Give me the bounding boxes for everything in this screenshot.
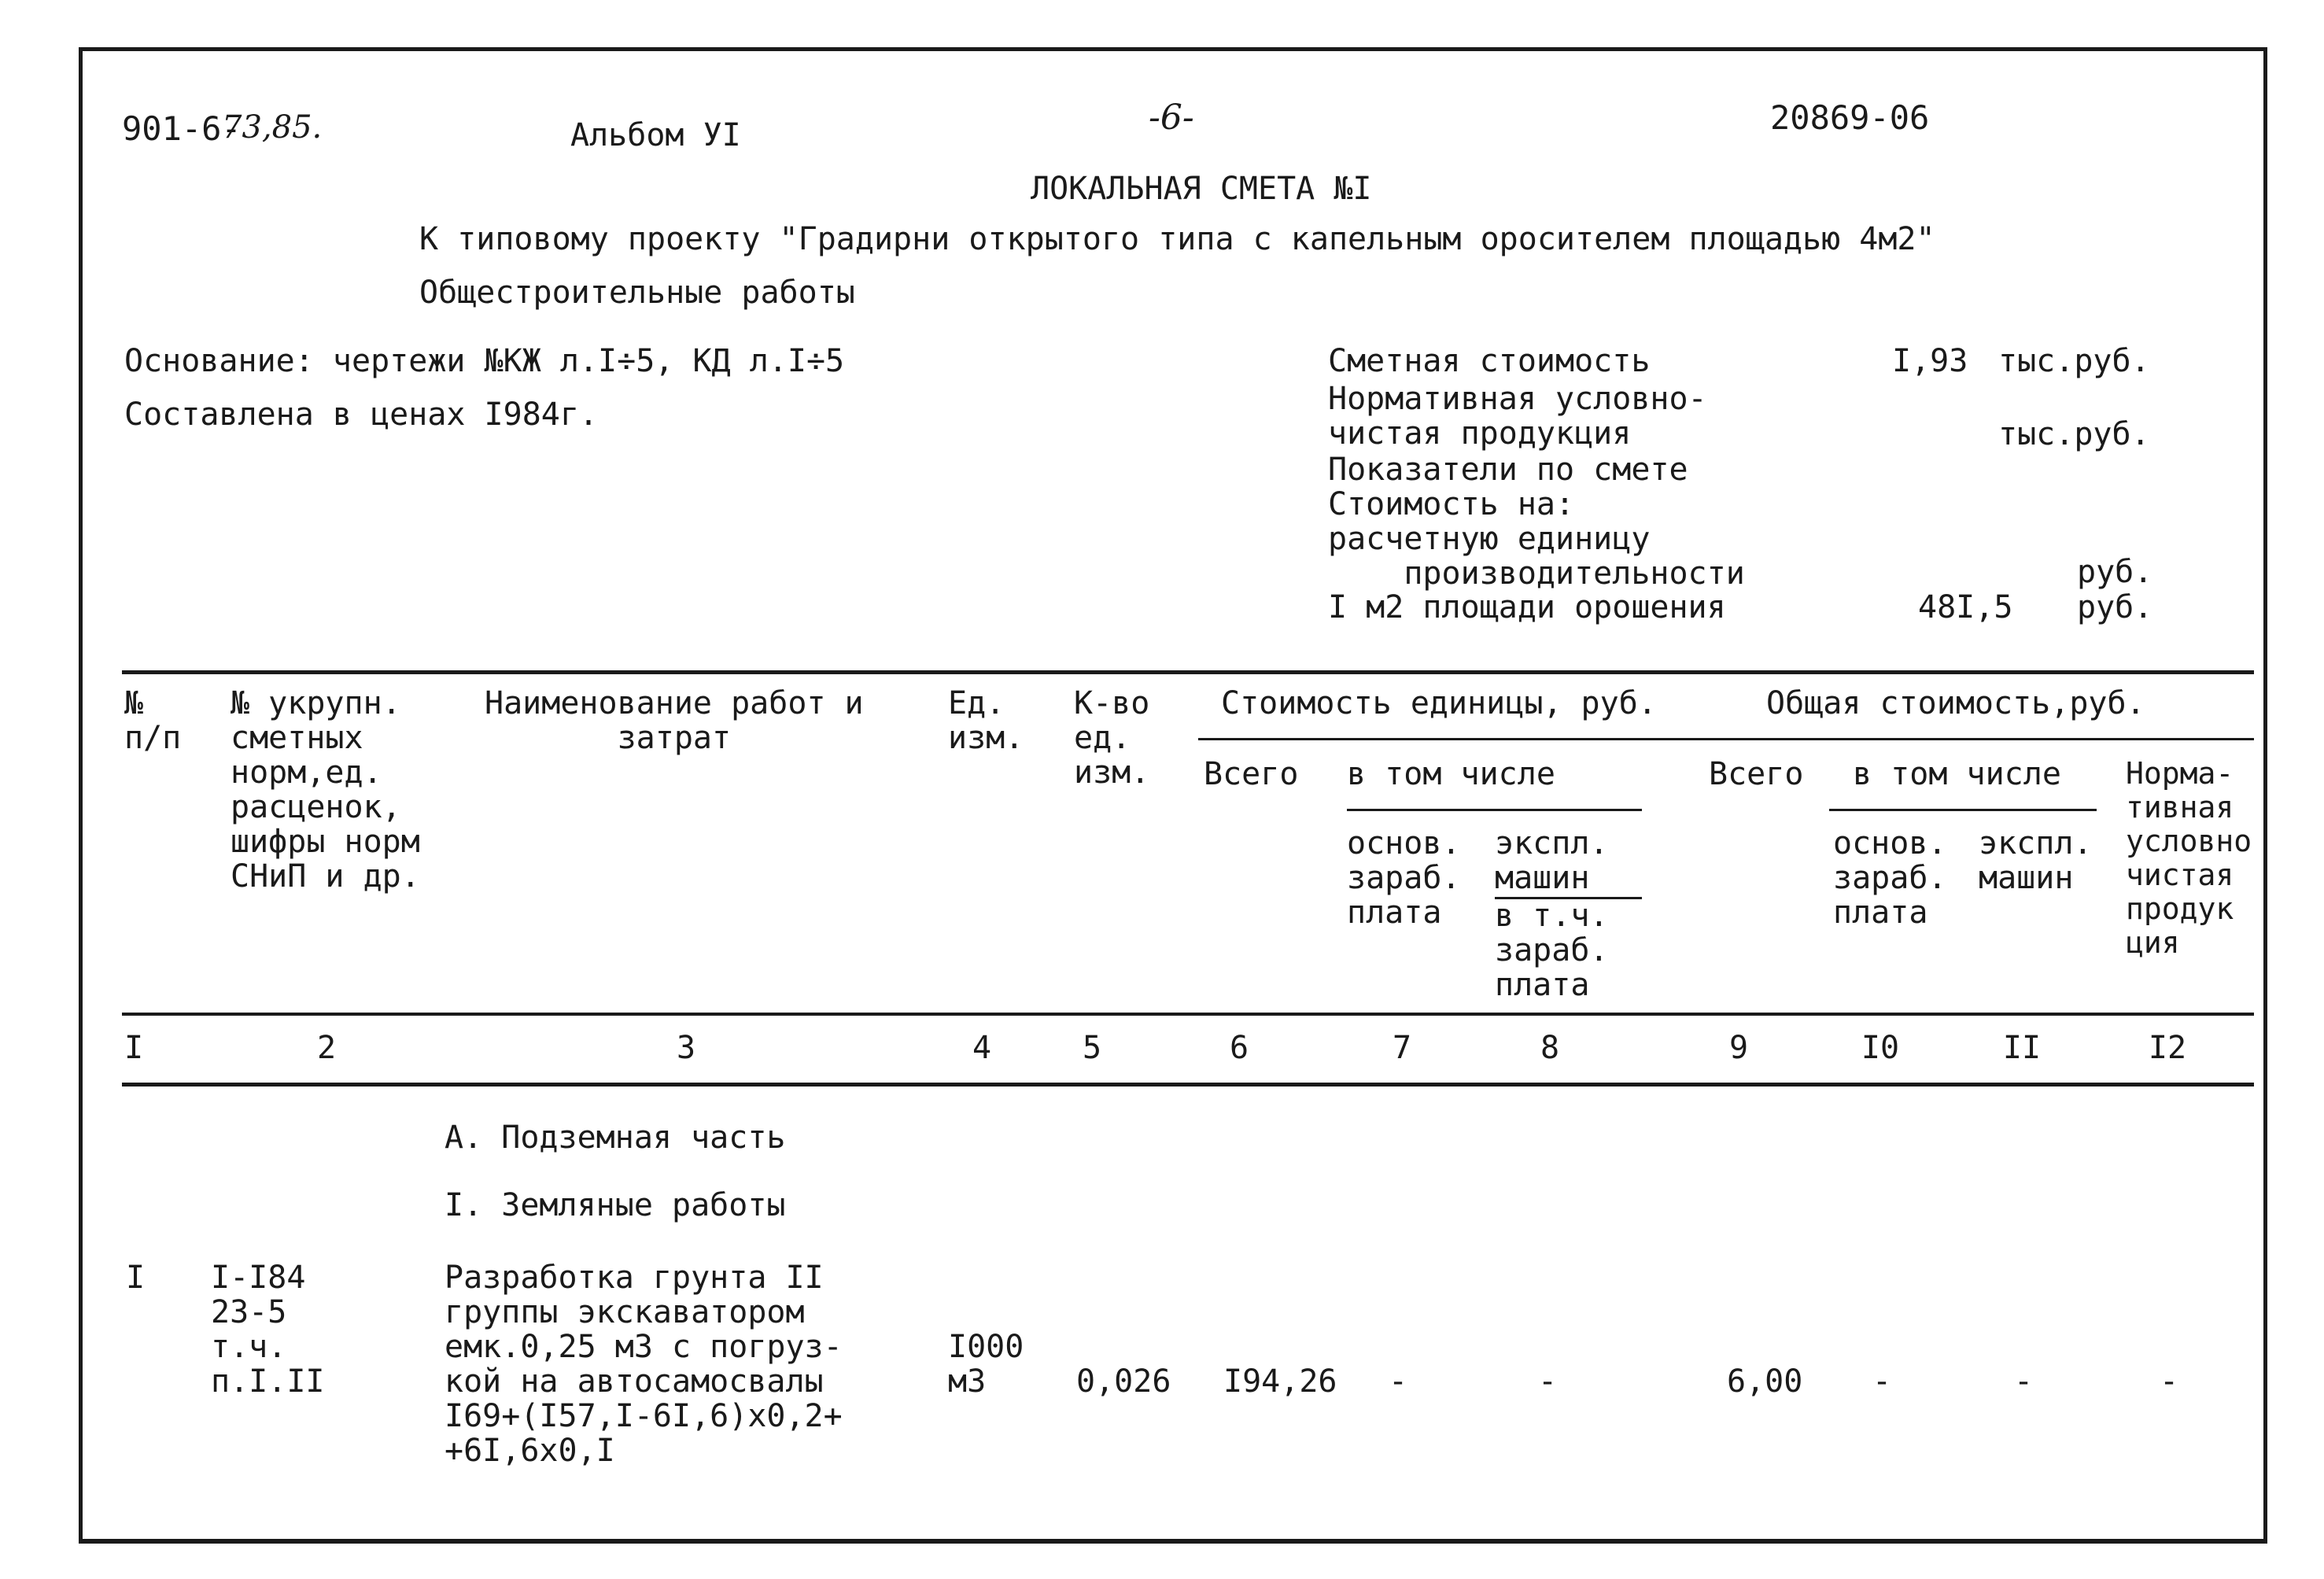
- col-number: 4: [972, 1030, 992, 1066]
- col-number: 7: [1392, 1030, 1412, 1066]
- row-work-name: Разработка грунта II группы экскаватором емк.0,25 м3 с погруз- кой на автосамосвалы I69+(I57,I-6I,6)х0,2+ +6I,6х0,I: [445, 1260, 843, 1469]
- doc-code: 901-6-: [122, 109, 242, 148]
- uc-machine-wage-header: в т.ч. зараб. плата: [1495, 898, 1609, 1003]
- basis-drawings: Основание: чертежи №КЖ л.I÷5, КД л.I÷5: [124, 343, 845, 379]
- row-unit-cost-total: I94,26: [1223, 1363, 1337, 1400]
- col-number: 5: [1082, 1030, 1102, 1066]
- col-header-name: Наименование работ и затрат: [485, 685, 864, 756]
- tc-machine-header: экспл. машин: [1979, 825, 2093, 896]
- tc-npp-header: Норма- тивная условно чистая продук ция: [2126, 756, 2252, 960]
- uc-machine-header: экспл. машин: [1495, 825, 1609, 896]
- unit-cost-group-header: Стоимость единицы, руб.: [1221, 685, 1657, 721]
- area-label: I м2 площади орошения: [1328, 589, 1726, 625]
- col-header-code: № укрупн. сметных норм,ед. расценок, шифры норм СНиП и др.: [231, 685, 420, 895]
- header-bottom-rule: [122, 1013, 2254, 1016]
- colnum-bottom-rule: [122, 1083, 2254, 1086]
- page-number: -6-: [1149, 98, 1194, 138]
- row-total-npp: -: [2160, 1363, 2179, 1400]
- section-heading: А. Подземная часть: [445, 1120, 786, 1156]
- col-number: I: [124, 1030, 144, 1066]
- doc-code-handwritten: 73,85.: [222, 109, 323, 146]
- tc-incl-header: в том числе: [1853, 756, 2061, 792]
- row-total-cost: 6,00: [1727, 1363, 1803, 1400]
- col-header-unit: Ед. изм.: [948, 685, 1024, 756]
- total-incl-rule: [1829, 809, 2097, 811]
- unit-incl-rule: [1347, 809, 1642, 811]
- album-label: Альбом УI: [570, 117, 741, 153]
- row-total-machine: -: [2014, 1363, 2034, 1400]
- col-number: 2: [316, 1030, 337, 1066]
- col-number: 3: [676, 1030, 696, 1066]
- col-number: 8: [1540, 1030, 1560, 1066]
- tc-base-wage-header: основ. зараб. плата: [1833, 825, 1947, 931]
- col-number: I0: [1861, 1030, 1900, 1066]
- uc-total-header: Всего: [1204, 756, 1299, 792]
- productivity-unit: руб.: [2077, 554, 2153, 590]
- works-type: Общестроительные работы: [419, 275, 855, 311]
- estimated-cost-label: Сметная стоимость: [1328, 343, 1651, 379]
- area-value: 48I,5: [1918, 589, 2013, 625]
- cost-group-rule: [1198, 738, 2254, 740]
- basis-prices: Составлена в ценах I984г.: [124, 397, 599, 433]
- row-num: I: [126, 1260, 146, 1296]
- col-header-num: № п/п: [124, 685, 182, 756]
- row-unit-cost-machine: -: [1538, 1363, 1558, 1400]
- estimated-cost-unit: тыс.руб.: [1998, 343, 2150, 379]
- row-norm-code: I-I84 23-5 т.ч. п.I.II: [211, 1260, 325, 1400]
- table-top-rule: [122, 670, 2254, 674]
- row-quantity: 0,026: [1076, 1363, 1171, 1400]
- npp-label: Нормативная условно- чистая продукция: [1328, 381, 1707, 452]
- col-number: 9: [1728, 1030, 1749, 1066]
- col-number: 6: [1229, 1030, 1249, 1066]
- row-unit-cost-base: -: [1389, 1363, 1408, 1400]
- row-unit: I000 м3: [948, 1329, 1024, 1400]
- indicators-label: Показатели по смете Стоимость на: расчетную единицу производительности: [1328, 452, 1745, 592]
- col-number: II: [2002, 1030, 2042, 1066]
- row-total-base: -: [1872, 1363, 1892, 1400]
- tc-total-header: Всего: [1709, 756, 1804, 792]
- project-subtitle: К типовому проекту "Градирни открытого типа с капельным оросителем площадью 4м2": [419, 221, 1935, 257]
- estimate-title: ЛОКАЛЬНАЯ СМЕТА №I: [1031, 171, 1372, 207]
- area-unit: руб.: [2077, 589, 2153, 625]
- subsection-heading: I. Земляные работы: [445, 1187, 786, 1223]
- npp-unit: тыс.руб.: [1998, 416, 2150, 452]
- uc-incl-header: в том числе: [1347, 756, 1555, 792]
- estimated-cost-value: I,93: [1892, 343, 1968, 379]
- col-header-qty: К-во ед. изм.: [1074, 685, 1150, 791]
- uc-base-wage-header: основ. зараб. плата: [1347, 825, 1461, 931]
- col-number: I2: [2148, 1030, 2187, 1066]
- total-cost-group-header: Общая стоимость,руб.: [1766, 685, 2145, 721]
- document-number: 20869-06: [1770, 98, 1930, 137]
